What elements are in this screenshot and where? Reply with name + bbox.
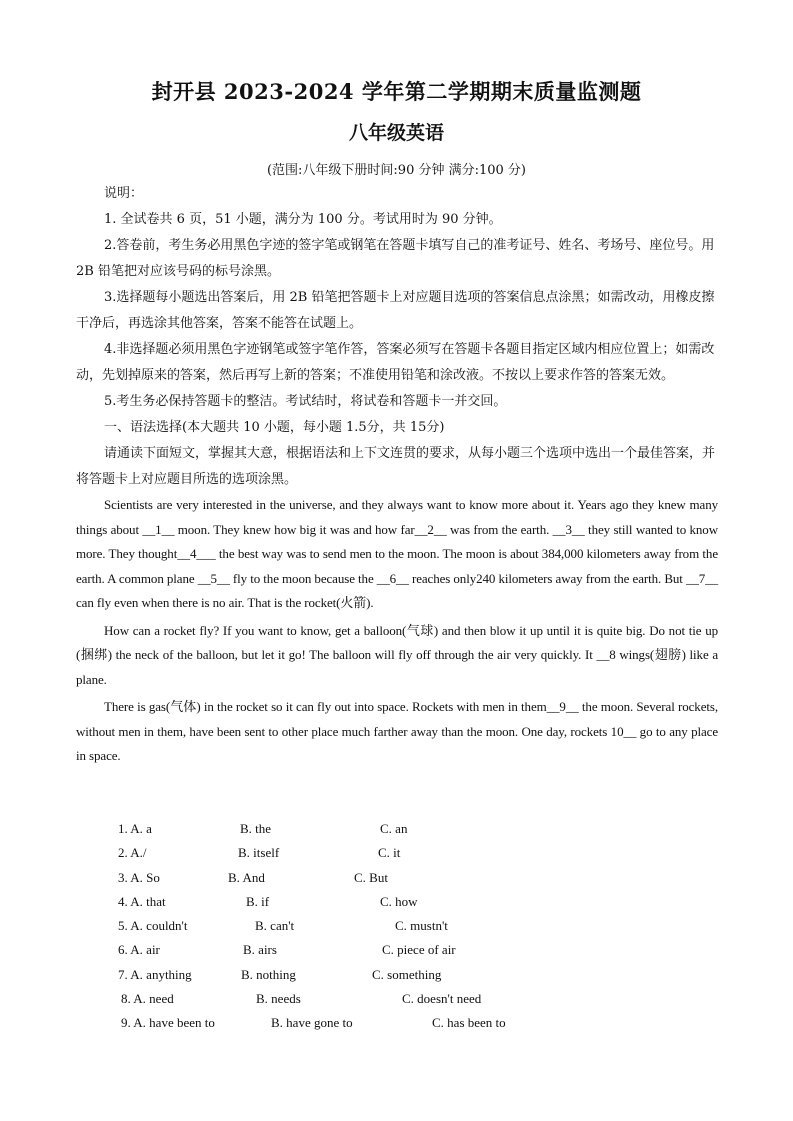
option-row <box>118 914 678 938</box>
option-a: 8. A. need <box>121 991 174 1007</box>
options-list <box>118 817 678 1036</box>
option-b: B. can't <box>255 918 295 934</box>
option-c: C. how <box>380 893 418 909</box>
instruction-item-2: 2.答卷前，考生务必用黑色字迹的签字笔或钢笔在答题卡填写自己的准考证号、姓名、考场号、座位号。用 2B 铅笔把对应该号码的标号涂黑。 <box>76 238 715 279</box>
instruction-item-3: 3.选择题每小题选出答案后，用 2B 铅笔把答题卡上对应题目选项的答案信息点涂黑；如需改动，用橡皮擦干净后，再选涂其他答案，答案不能答在试题上。 <box>76 290 715 331</box>
passage-paragraph-2: How can a rocket fly? If you want to know, get a balloon(气球) and then blow it up until it is quite big. Do not tie up (捆绑) the neck of the balloon, but let it go! The balloon will fly off through the air very quickly. It __8 wings(翅膀) like a plane. <box>76 622 718 687</box>
option-b: B. the <box>240 821 272 836</box>
section-heading: 一、语法选择(本大题共 10 小题，每小题 1.5分，共 15分) <box>104 420 445 435</box>
instruction-item-4: 4.非选择题必须用黑色字迹钢笔或签字笔作答，答案必须写在答题卡各题目指定区域内相应位置上；如需改动，先划掉原来的答案，然后再写上新的答案；不准使用铅笔和涂改液。不按以上要求作答的答案无效。 <box>76 342 715 383</box>
option-b: B. have gone to <box>271 1015 353 1031</box>
option-row <box>118 817 678 841</box>
option-c: C. doesn't need <box>402 991 482 1007</box>
option-row <box>118 1011 678 1035</box>
passage-paragraph-1: Scientists are very interested in the universe, and they always want to know more about it. Years ago they knew many things about __1__ moon. They knew how big it was and how far__2__ was from the earth. __3__ they still wanted to know more. They thought__4___ the best way was to send men to the moon. The moon is about 384,000 kilometers away from the earth. A common plane __5__ fly to the moon because the __6__ reaches only240 kilometers away from the earth. But __7__ can fly even when there is no air. That is the rocket(火箭). <box>76 497 718 610</box>
exam-body <box>76 181 718 769</box>
option-c: C. mustn't <box>395 918 448 934</box>
option-a: 2. A./ <box>118 845 147 861</box>
option-a: 1. A. a <box>118 821 152 836</box>
option-b: B. if <box>246 893 270 909</box>
option-c: C. an <box>380 821 408 836</box>
option-c: C. piece of air <box>382 942 456 958</box>
exam-title: 封开县 2023-2024 学年第二学期期末质量监测题 <box>151 79 642 104</box>
option-a: 5. A. couldn't <box>118 918 188 934</box>
option-b: B. And <box>228 869 265 885</box>
option-a: 3. A. So <box>118 869 160 885</box>
option-row <box>118 987 678 1011</box>
section-directions: 请通读下面短文，掌握其大意，根据语法和上下文连贯的要求，从每小题三个选项中选出一个最佳答案，并将答题卡上对应题目所选的选项涂黑。 <box>76 446 716 487</box>
instruction-item-1: 1. 全试卷共 6 页，51 小题，满分为 100 分。考试用时为 90 分钟。 <box>104 212 502 227</box>
option-a: 4. A. that <box>118 893 166 909</box>
option-row <box>118 938 678 962</box>
option-c: C. But <box>354 869 388 885</box>
option-c: C. it <box>378 845 401 861</box>
exam-scope: (范围:八年级下册时间:90 分钟 满分:100 分) <box>266 163 527 178</box>
option-row <box>118 841 678 865</box>
option-row <box>118 866 678 890</box>
option-b: B. itself <box>238 845 280 861</box>
option-c: C. something <box>372 966 442 982</box>
option-a: 9. A. have been to <box>121 1015 215 1031</box>
instructions-heading: 说明： <box>104 186 144 201</box>
passage-paragraph-3: There is gas(气体) in the rocket so it can fly out into space. Rockets with men in them__9__ the moon. Several rockets, without men in them, have been sent to other place much farther away than the moon. One day, rockets 10__ go to any place in space. <box>76 699 718 763</box>
instruction-item-5: 5.考生务必保持答题卡的整洁。考试结时，将试卷和答题卡一并交回。 <box>104 394 507 409</box>
option-row <box>118 890 678 914</box>
option-row <box>118 963 678 987</box>
exam-subtitle: 八年级英语 <box>348 122 444 144</box>
option-a: 7. A. anything <box>118 966 192 982</box>
option-b: B. needs <box>256 991 301 1007</box>
option-b: B. nothing <box>241 966 296 982</box>
option-b: B. airs <box>243 942 277 958</box>
option-a: 6. A. air <box>118 942 160 958</box>
option-c: C. has been to <box>432 1015 506 1031</box>
